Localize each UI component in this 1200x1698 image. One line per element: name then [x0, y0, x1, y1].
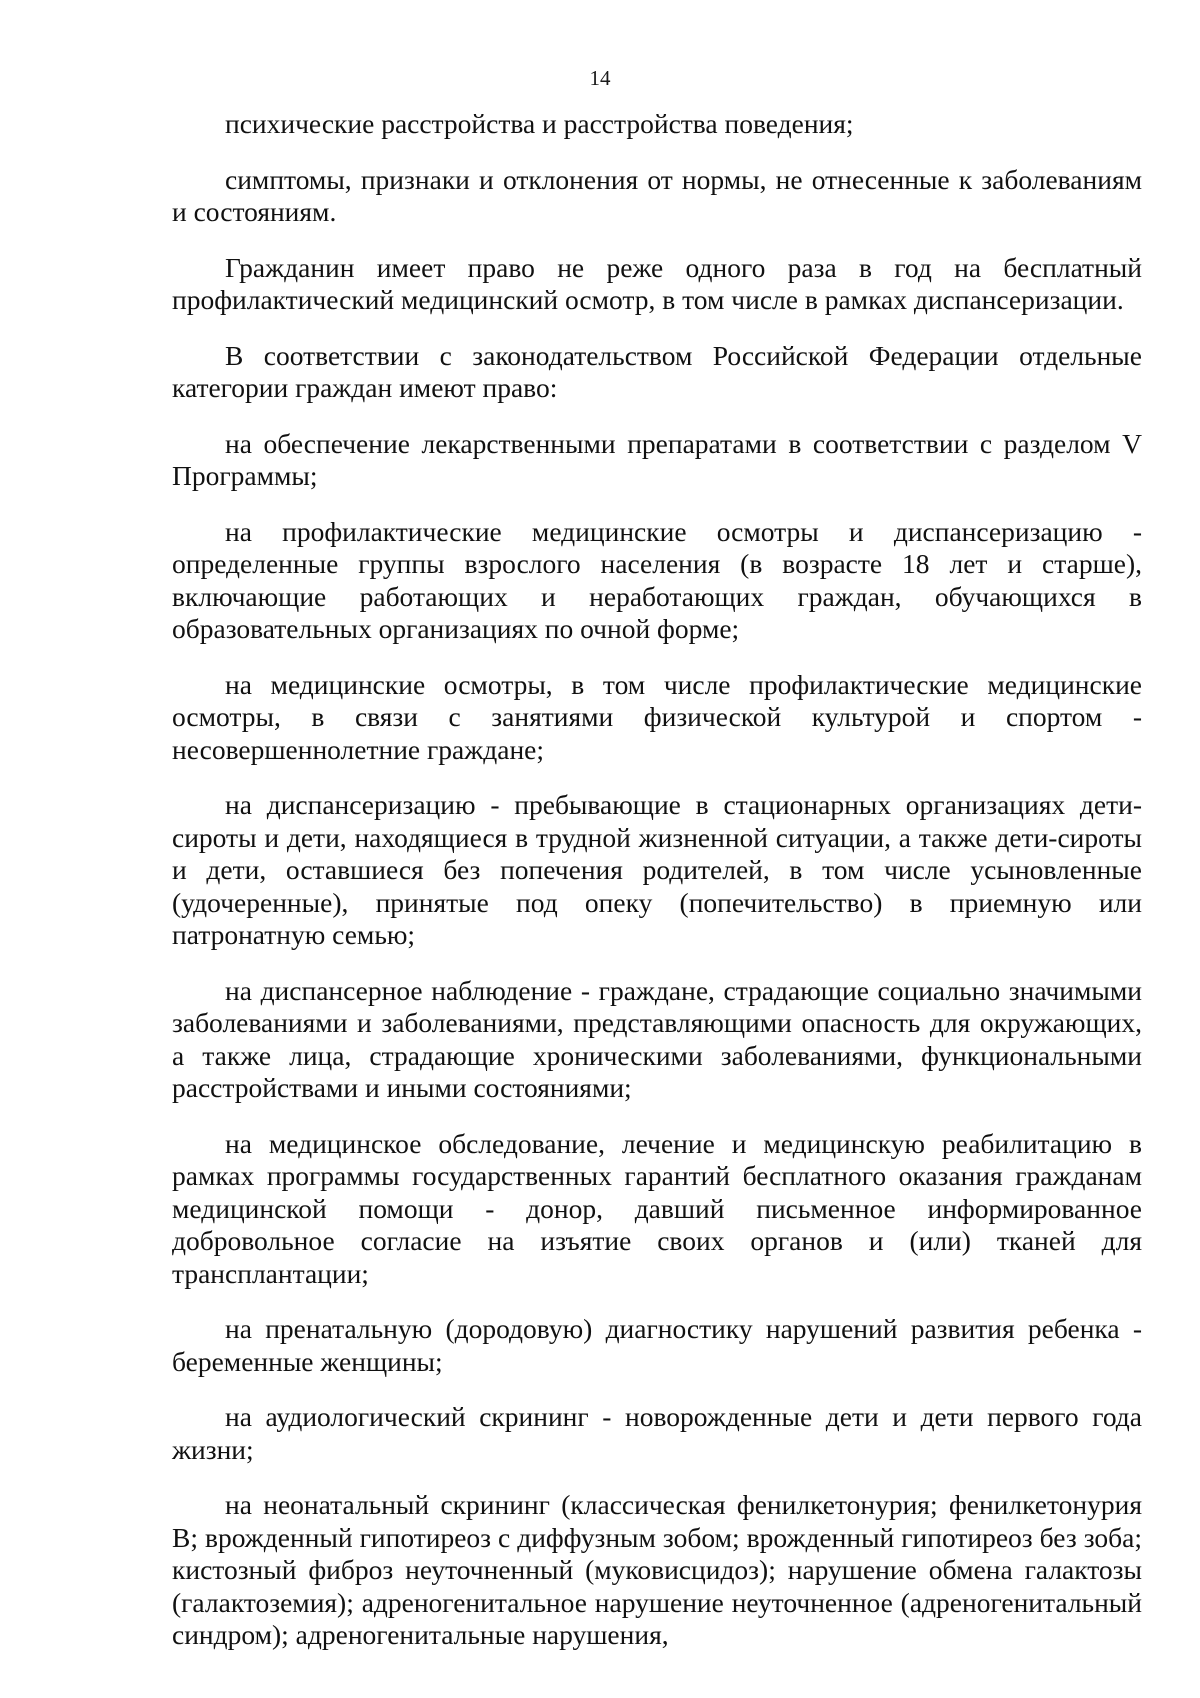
paragraph-mental-disorders: психические расстройства и расстройства поведения; [225, 108, 854, 139]
paragraph-dispensary-observation: на диспансерное наблюдение - граждане, страдающие социально значимыми заболеваниями и заболеваниями, представляющими опасность для окружающих, а также лица, страдающие хроническими заболеваниями, функциональными расстройствами и иными состояниями; [172, 974, 1142, 1103]
paragraph-donor-treatment: на медицинское обследование, лечение и медицинскую реабилитацию в рамках программы государственных гарантий бесплатного оказания гражданам медицинской помощи - донор, давший письменное информированное добровольное согласие на изъятие своих органов и (или) тканей для трансплантации; [172, 1127, 1142, 1289]
paragraph-audiological-screening: на аудиологический скрининг - новорожденные дети и дети первого года жизни; [172, 1401, 1142, 1465]
document-body [172, 108, 1142, 1675]
paragraph-categories-intro: В соответствии с законодательством Российской Федерации отдельные категории граждан имеют право: [172, 339, 1142, 403]
page-number: 14 [589, 66, 611, 90]
paragraph-prenatal-diagnostics: на пренатальную (дородовую) диагностику нарушений развития ребенка - беременные женщины; [172, 1313, 1142, 1377]
paragraph-neonatal-screening: на неонатальный скрининг (классическая фенилкетонурия; фенилкетонурия B; врожденный гипотиреоз с диффузным зобом; врожденный гипотиреоз без зоба; кистозный фиброз неуточненный (муковисцидоз); нарушение обмена галактозы (галактоземия); адреногенитальное нарушение неуточненное (адреногенитальный синдром); адреногенитальные нарушения, [172, 1489, 1142, 1650]
paragraph-orphan-dispensarization: на диспансеризацию - пребывающие в стационарных организациях дети-сироты и дети, находящиеся в трудной жизненной ситуации, а также дети-сироты и дети, оставшиеся без попечения родителей, в том числе усыновленные (удочеренные), принятые под опеку (попечительство) в приемную или патронатную семью; [172, 789, 1142, 950]
paragraph-adult-checkups: на профилактические медицинские осмотры и диспансеризацию - определенные группы взрослого населения (в возрасте 18 лет и старше), включающие работающих и неработающих граждан, обучающихся в образовательных организациях по очной форме; [172, 515, 1142, 644]
paragraph-annual-checkup: Гражданин имеет право не реже одного раза в год на бесплатный профилактический медицинский осмотр, в том числе в рамках диспансеризации. [172, 251, 1142, 315]
paragraph-symptoms: симптомы, признаки и отклонения от нормы, не отнесенные к заболеваниям и состояниям. [172, 163, 1142, 227]
paragraph-medicines: на обеспечение лекарственными препаратами в соответствии с разделом V Программы; [172, 427, 1142, 491]
paragraph-minor-checkups: на медицинские осмотры, в том числе профилактические медицинские осмотры, в связи с занятиями физической культурой и спортом - несовершеннолетние граждане; [172, 668, 1142, 765]
